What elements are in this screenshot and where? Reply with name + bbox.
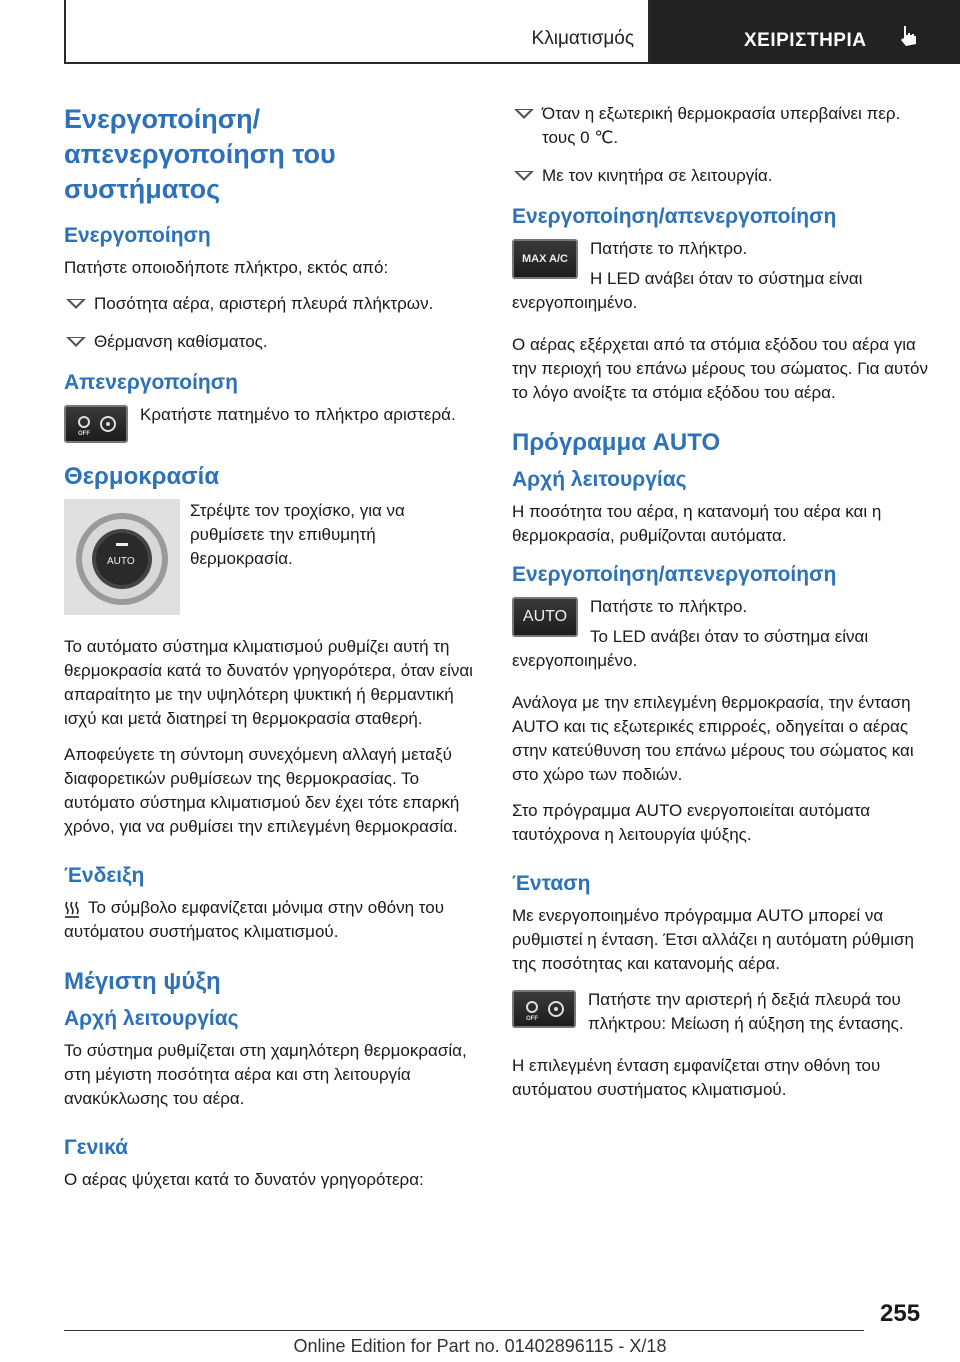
text-intensity-3: Η επιλεγμένη ένταση εμφανίζεται στην οθόνη του αυτόματου συστήματος κλιματισμού. <box>512 1056 881 1099</box>
page-number: 255 <box>880 1300 921 1327</box>
heading-onoff-maxac: Ενεργοποίηση/απενεργοποίηση <box>512 205 837 228</box>
heading-system-onoff: Ενεργοποίηση/απενεργοποίηση του συστήματος <box>64 104 336 204</box>
auto-button-image: AUTO <box>512 597 578 637</box>
heading-max-cool: Μέγιστη ψύξη <box>64 968 221 995</box>
fan-off-button-image-2 <box>512 990 576 1028</box>
text-principle-left: Το σύστημα ρυθμίζεται στη χαμηλότερη θερμοκρασία, στη μέγιστη ποσότητα αέρα και στη λειτουργία ανακύκλωσης του αέρα. <box>64 1041 467 1108</box>
temperature-knob-image <box>64 499 180 615</box>
list-item: Όταν η εξωτερική θερμοκρασία υπερβαίνει περ. τους 0 ℃. <box>512 102 930 150</box>
text-principle-right: Η ποσότητα του αέρα, η κατανομή του αέρα και η θερμοκρασία, ρυθμίζονται αυτόματα. <box>512 502 882 545</box>
bullets-general <box>512 102 930 188</box>
text-auto-3: Ανάλογα με την επιλεγμένη θερμοκρασία, την ένταση AUTO και τις εξωτερικές επιρροές, οδηγείται ο αέρας στην κατεύθυνση του επάνω μέρους του σώματος και στο χώρο των ποδιών. <box>512 693 914 784</box>
maxac-block <box>512 237 930 321</box>
heading-temperature: Θερμοκρασία <box>64 463 220 490</box>
fan-off-button-image <box>64 405 128 443</box>
text-auto-1: Πατήστε το πλήκτρο. <box>590 597 748 616</box>
heading-principle-right: Αρχή λειτουργίας <box>512 468 687 491</box>
text-auto-4: Στο πρόγραμμα AUTO ενεργοποιείται αυτόματα ταυτόχρονα η λειτουργία ψύξης. <box>512 801 871 844</box>
deactivate-block <box>64 403 478 449</box>
footer-divider <box>64 1330 864 1331</box>
fan-off-label: OFF <box>78 431 90 437</box>
list-item: Θέρμανση καθίσματος. <box>64 330 478 354</box>
right-column <box>512 102 930 1114</box>
left-column <box>64 102 478 1204</box>
knob-icon <box>64 499 180 615</box>
text-display: Το σύμβολο εμφανίζεται μόνιμα στην οθόνη του αυτόματου συστήματος κλιματισμού. <box>64 898 445 941</box>
knob-auto-label: AUTO <box>107 556 135 567</box>
manual-title: ΧΕΙΡΙΣΤΗΡΙΑ <box>744 30 867 51</box>
heading-auto-program: Πρόγραμμα AUTO <box>512 429 721 456</box>
heading-general: Γενικά <box>64 1136 129 1159</box>
hand-pointer-icon <box>896 24 920 48</box>
text-intensity-2: Πατήστε την αριστερή ή δεξιά πλευρά του πλήκτρου: Μείωση ή αύξηση της έντασης. <box>588 990 904 1033</box>
page-header <box>64 0 960 64</box>
temp-block <box>64 499 478 623</box>
manual-tab <box>650 0 960 64</box>
footer-edition: Online Edition for Part no. 01402896115 - X/18 <box>293 1336 667 1356</box>
heading-display: Ένδειξη <box>64 864 145 887</box>
heading-principle-left: Αρχή λειτουργίας <box>64 1007 239 1030</box>
heading-onoff-auto: Ενεργοποίηση/απενεργοποίηση <box>512 563 837 586</box>
bullets-activate <box>64 292 478 354</box>
section-title: Κλιματισμός <box>531 28 634 49</box>
text-intensity-1: Με ενεργοποιημένο πρόγραμμα AUTO μπορεί να ρυθμιστεί η ένταση. Έτσι αλλάζει η αυτόματη ρύθμιση της ποσότητας και κατανομής αέρα. <box>512 906 914 973</box>
fan-icon <box>518 996 570 1022</box>
text-deactivate: Κρατήστε πατημένο το πλήκτρο αριστερά. <box>140 405 456 424</box>
section-tab <box>64 0 650 64</box>
heading-deactivate: Απενεργοποίηση <box>64 371 238 394</box>
heading-activate: Ενεργοποίηση <box>64 224 211 247</box>
text-maxac-2: Η LED ανάβει όταν το σύστημα είναι ενεργοποιημένο. <box>512 269 863 312</box>
text-maxac-3: Ο αέρας εξέρχεται από τα στόμια εξόδου του αέρα για την περιοχή του επάνω μέρους του σώματος. Για αυτόν το λόγο ανοίξτε τα στόμια εξόδου του αέρα. <box>512 335 928 402</box>
fan-icon <box>70 411 122 437</box>
fan-off-label-2: OFF <box>526 1016 538 1022</box>
text-auto-2: Το LED ανάβει όταν το σύστημα είναι ενεργοποιημένο. <box>512 627 869 670</box>
intensity-block <box>512 988 930 1042</box>
text-general: Ο αέρας ψύχεται κατά το δυνατόν γρηγορότερα: <box>64 1170 424 1189</box>
text-maxac-1: Πατήστε το πλήκτρο. <box>590 239 748 258</box>
auto-block <box>512 595 930 679</box>
heading-intensity: Ένταση <box>512 872 591 895</box>
text-temp-1: Το αυτόματο σύστημα κλιματισμού ρυθμίζει αυτή τη θερμοκρασία κατά το δυνατόν γρηγορότερα, όταν είναι απαραίτητο με την υψηλότερη ψυκτική ή θερμαντική ισχύ και μετά διατηρεί τη θερμοκρασία σταθερή. <box>64 637 473 728</box>
max-ac-button-image: MAX A/C <box>512 239 578 279</box>
list-item: Με τον κινητήρα σε λειτουργία. <box>512 164 930 188</box>
text-temp-2: Αποφεύγετε τη σύντομη συνεχόμενη αλλαγή μεταξύ διαφορετικών ρυθμίσεων της θερμοκρασίας. Το αυτόματο σύστημα κλιματισμού δεν έχει τότε επαρκή χρόνο, για να ρυθμίσει την επιλεγμένη θερμοκρασία. <box>64 745 460 836</box>
text-display-block <box>64 896 478 944</box>
heat-waves-icon <box>64 900 80 918</box>
text-activate: Πατήστε οποιοδήποτε πλήκτρο, εκτός από: <box>64 258 389 277</box>
text-temp-knob: Στρέψτε τον τροχίσκο, για να ρυθμίσετε την επιθυμητή θερμοκρασία. <box>190 501 405 568</box>
list-item: Ποσότητα αέρα, αριστερή πλευρά πλήκτρων. <box>64 292 478 316</box>
